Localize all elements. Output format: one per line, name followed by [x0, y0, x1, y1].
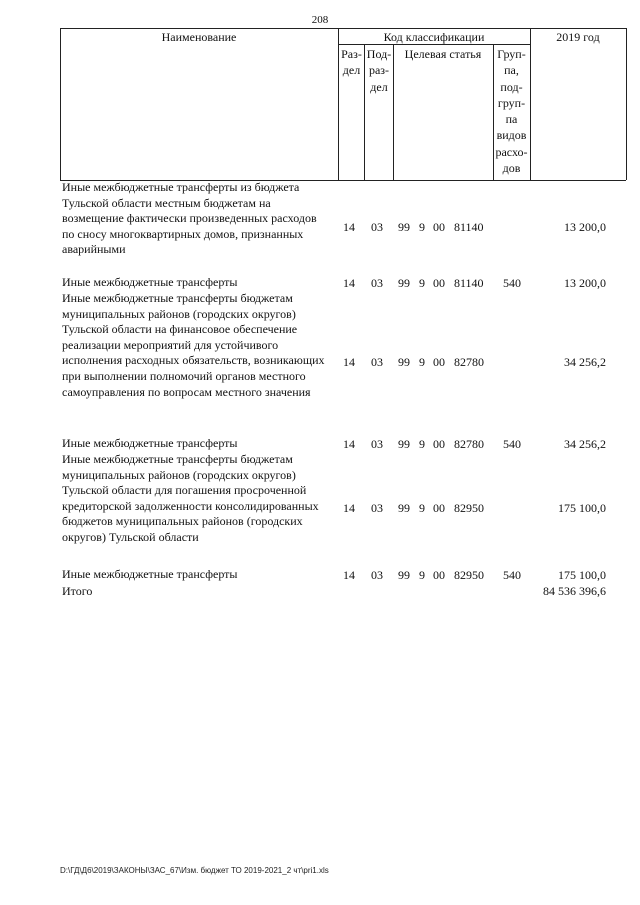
- row-target-subprogram: 9: [419, 437, 425, 451]
- total-amount: 84 536 396,6: [543, 584, 606, 598]
- row-amount: 13 200,0: [564, 276, 606, 290]
- row-target-main: 00: [433, 355, 445, 369]
- row-razdel: 14: [343, 276, 355, 290]
- row-razdel: 14: [343, 220, 355, 234]
- row-target-subprogram: 9: [419, 276, 425, 290]
- row-group: 540: [503, 276, 521, 290]
- row-razdel: 14: [343, 437, 355, 451]
- row-podrazdel: 03: [371, 276, 383, 290]
- row-name: Иные межбюджетные трансферты: [62, 436, 238, 450]
- row-target-program: 99: [398, 501, 410, 515]
- row-podrazdel: 03: [371, 355, 383, 369]
- row-target-main: 00: [433, 220, 445, 234]
- row-podrazdel: 03: [371, 437, 383, 451]
- header-name: Наименование: [161, 30, 237, 44]
- row-target-subprogram: 9: [419, 355, 425, 369]
- header-divider: [530, 28, 531, 180]
- row-amount: 175 100,0: [558, 501, 606, 515]
- row-razdel: 14: [343, 355, 355, 369]
- header-group: Груп- па, под- груп- па видов расхо- дов: [495, 47, 528, 176]
- row-target-direction: 82780: [454, 437, 484, 451]
- header-target: Целевая статья: [404, 47, 482, 61]
- row-target-direction: 81140: [454, 276, 484, 290]
- row-target-main: 00: [433, 437, 445, 451]
- row-target-direction: 82950: [454, 568, 484, 582]
- row-razdel: 14: [343, 501, 355, 515]
- row-target-main: 00: [433, 276, 445, 290]
- header-right-border: [626, 28, 627, 180]
- row-name: Иные межбюджетные трансферты бюджетам муниципальных районов (городских округов) Тульской области на финансовое обеспечение реализации мероприятий для устойчивого исполнения расходных обязательств, возникающих при выполнении полномочий органов местного самоуправления по вопросам местного значения: [62, 291, 325, 399]
- row-group: 540: [503, 568, 521, 582]
- header-left-border: [60, 28, 61, 180]
- row-podrazdel: 03: [371, 501, 383, 515]
- row-target-main: 00: [433, 568, 445, 582]
- row-target-direction: 81140: [454, 220, 484, 234]
- row-razdel: 14: [343, 568, 355, 582]
- row-amount: 34 256,2: [564, 355, 606, 369]
- row-amount: 34 256,2: [564, 437, 606, 451]
- row-target-subprogram: 9: [419, 568, 425, 582]
- row-target-subprogram: 9: [419, 501, 425, 515]
- row-target-direction: 82950: [454, 501, 484, 515]
- row-group: 540: [503, 437, 521, 451]
- header-razdel: Раз- дел: [341, 47, 362, 78]
- row-name: Иные межбюджетные трансферты из бюджета Тульской области местным бюджетам на возмещение фактически произведенных расходов по сносу многоквартирных домов, признанных аварийными: [62, 180, 317, 257]
- row-target-program: 99: [398, 220, 410, 234]
- row-target-program: 99: [398, 276, 410, 290]
- row-target-subprogram: 9: [419, 220, 425, 234]
- row-target-program: 99: [398, 355, 410, 369]
- footer-file-path: D:\ГД\Д6\2019\ЗАКОНЫ\ЗАС_67\Изм. бюджет ТО 2019-2021_2 чт\pri1.xls: [60, 866, 329, 875]
- row-target-main: 00: [433, 501, 445, 515]
- row-amount: 13 200,0: [564, 220, 606, 234]
- row-amount: 175 100,0: [558, 568, 606, 582]
- page-number: 208: [311, 14, 329, 26]
- row-name: Иные межбюджетные трансферты: [62, 275, 238, 289]
- row-target-direction: 82780: [454, 355, 484, 369]
- row-podrazdel: 03: [371, 568, 383, 582]
- row-podrazdel: 03: [371, 220, 383, 234]
- header-code: Код классификации: [383, 30, 485, 44]
- header-podrazdel: Под- раз- дел: [366, 47, 392, 94]
- row-name: Иные межбюджетные трансферты бюджетам муниципальных районов (городских округов) Тульской области для погашения просроченной кредиторской задолженности консолидированных бюджетов муниципальных районов (городских округов) Тульской области: [62, 452, 319, 544]
- total-label: Итого: [62, 584, 93, 598]
- row-target-program: 99: [398, 568, 410, 582]
- row-target-program: 99: [398, 437, 410, 451]
- row-name: Иные межбюджетные трансферты: [62, 567, 238, 581]
- header-year: 2019 год: [556, 30, 600, 44]
